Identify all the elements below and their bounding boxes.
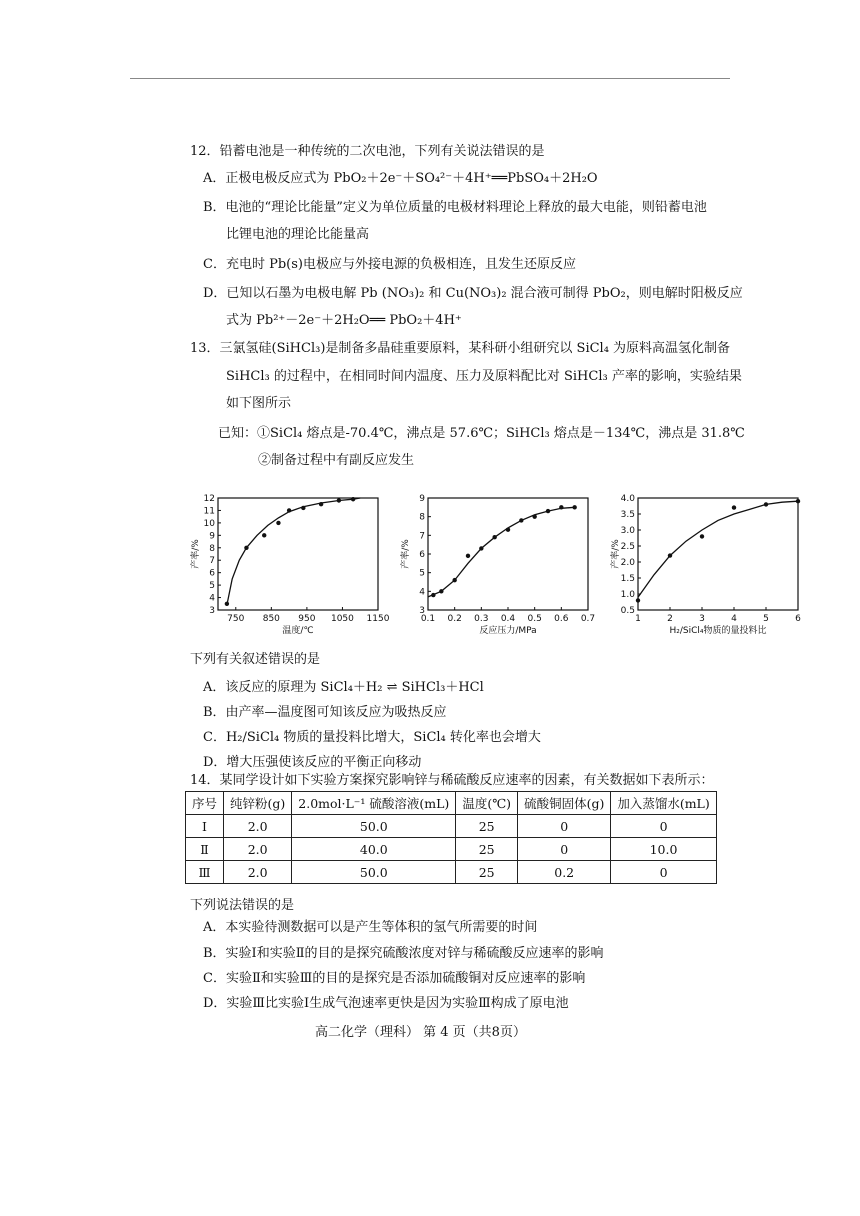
header-rule <box>130 78 730 79</box>
y-tick-label: 9 <box>419 494 425 504</box>
chart-pressure <box>400 492 600 646</box>
data-point <box>439 589 443 593</box>
table-row <box>186 861 717 884</box>
table-header-cell: 温度(℃) <box>456 792 518 815</box>
y-tick-label: 3 <box>209 606 215 616</box>
y-tick-label: 2.0 <box>620 558 635 568</box>
data-point <box>225 602 229 606</box>
x-tick-label: 6 <box>795 614 801 624</box>
x-axis-label: 反应压力/MPa <box>479 626 537 636</box>
q13-stem: 13．三氯氢硅(SiHCl₃)是制备多晶硅重要原料，某科研小组研究以 SiCl₄ 为原料高温氢化制备 <box>190 341 731 356</box>
q13-option-d: D．增大压强使该反应的平衡正向移动 <box>203 755 422 770</box>
q13-given-2: ②制备过程中有副反应发生 <box>258 453 415 468</box>
data-point <box>276 521 280 525</box>
data-point <box>636 598 640 602</box>
x-tick-label: 0.7 <box>580 614 596 624</box>
table-cell: 25 <box>456 838 518 861</box>
x-axis-label: 温度/℃ <box>282 626 314 636</box>
y-tick-label: 5 <box>209 581 215 592</box>
x-tick-label: 2 <box>667 614 673 624</box>
q14-option-d: D．实验Ⅲ比实验Ⅰ生成气泡速率更快是因为实验Ⅲ构成了原电池 <box>203 996 569 1011</box>
y-tick-label: 9 <box>209 531 215 542</box>
y-tick-label: 5 <box>419 568 425 579</box>
y-tick-label: 4.0 <box>620 494 635 504</box>
table-cell: Ⅰ <box>186 815 224 838</box>
y-tick-label: 3.0 <box>620 526 635 536</box>
q12-option-b-cont: 比锂电池的理论比能量高 <box>226 227 370 242</box>
y-tick-label: 11 <box>203 506 215 517</box>
data-point <box>732 505 736 509</box>
table-cell: 0 <box>518 838 611 861</box>
data-point <box>466 554 470 558</box>
q12-option-d-cont: 式为 Pb²⁺－2e⁻＋2H₂O══ PbO₂＋4H⁺ <box>226 313 462 328</box>
table-header-row <box>186 792 717 815</box>
y-tick-label: 0.5 <box>620 606 635 616</box>
table-cell: Ⅱ <box>186 838 224 861</box>
data-point <box>301 506 305 510</box>
table-cell: 0 <box>518 815 611 838</box>
y-axis-label: 产率/% <box>611 539 621 569</box>
x-tick-label: 1150 <box>366 614 390 624</box>
table-cell: 0 <box>611 861 716 884</box>
y-tick-label: 4 <box>209 593 215 604</box>
x-tick-label: 0.4 <box>500 614 516 624</box>
y-tick-label: 10 <box>203 518 215 529</box>
x-tick-label: 850 <box>262 614 280 624</box>
table-cell: 2.0 <box>224 838 292 861</box>
x-axis-label: H₂/SiCl₄物质的量投料比 <box>669 626 767 636</box>
y-tick-label: 1.0 <box>620 590 635 600</box>
experiment-table <box>185 791 717 884</box>
x-tick-label: 1050 <box>330 614 354 624</box>
fit-curve <box>227 498 360 605</box>
x-tick-label: 0.1 <box>420 614 436 624</box>
table-cell: 10.0 <box>611 838 716 861</box>
q12-option-d: D．已知以石墨为电极电解 Pb (NO₃)₂ 和 Cu(NO₃)₂ 混合液可制得 PbO₂，则电解时阳极反应 <box>203 286 743 301</box>
x-tick-label: 3 <box>699 614 705 624</box>
data-point <box>796 499 800 503</box>
data-point <box>431 593 435 597</box>
y-tick-label: 12 <box>203 494 215 504</box>
table-cell: 0 <box>611 815 716 838</box>
data-point <box>287 508 291 512</box>
y-tick-label: 7 <box>209 556 215 567</box>
y-tick-label: 8 <box>419 512 425 523</box>
x-tick-label: 0.2 <box>447 614 462 624</box>
y-tick-label: 8 <box>209 543 215 554</box>
x-tick-label: 5 <box>763 614 769 624</box>
q13-ask: 下列有关叙述错误的是 <box>190 652 321 667</box>
fit-curve <box>638 501 798 597</box>
q12-option-c: C．充电时 Pb(s)电极应与外接电源的负极相连，且发生还原反应 <box>203 257 576 272</box>
table-cell: 2.0 <box>224 861 292 884</box>
q13-stem-3: 如下图所示 <box>226 396 292 411</box>
plot-frame <box>218 498 378 610</box>
x-tick-label: 750 <box>227 614 245 624</box>
x-tick-label: 4 <box>731 614 737 624</box>
chart-temperature-svg <box>190 492 390 642</box>
y-axis-label: 产率/% <box>191 539 201 569</box>
q14-ask: 下列说法错误的是 <box>190 898 295 913</box>
table-cell: Ⅲ <box>186 861 224 884</box>
table-header-cell: 硫酸铜固体(g) <box>518 792 611 815</box>
data-point <box>351 497 355 501</box>
q14-option-a: A．本实验待测数据可以是产生等体积的氢气所需要的时间 <box>203 920 538 935</box>
q12-option-a: A．正极电极反应式为 PbO₂＋2e⁻＋SO₄²⁻＋4H⁺══PbSO₄＋2H₂O <box>203 171 598 186</box>
table-cell: 50.0 <box>292 815 456 838</box>
table-cell: 2.0 <box>224 815 292 838</box>
q13-given-1: 已知：①SiCl₄ 熔点是-70.4℃，沸点是 57.6℃；SiHCl₃ 熔点是－134℃，沸点是 31.8℃ <box>218 426 745 441</box>
data-point <box>572 505 576 509</box>
data-point <box>506 528 510 532</box>
table-header-cell: 2.0mol·L⁻¹ 硫酸溶液(mL) <box>292 792 456 815</box>
data-point <box>519 518 523 522</box>
chart-pressure-svg <box>400 492 600 642</box>
y-tick-label: 4 <box>419 587 425 598</box>
table-cell: 0.2 <box>518 861 611 884</box>
table-header-cell: 序号 <box>186 792 224 815</box>
table-cell: 40.0 <box>292 838 456 861</box>
y-tick-label: 6 <box>209 568 215 579</box>
x-tick-label: 0.3 <box>474 614 489 624</box>
q13-option-a: A．该反应的原理为 SiCl₄＋H₂ ⇌ SiHCl₃＋HCl <box>203 680 484 695</box>
y-tick-label: 1.5 <box>620 574 635 584</box>
table-header-cell: 加入蒸馏水(mL) <box>611 792 716 815</box>
data-point <box>452 578 456 582</box>
page-footer: 高二化学（理科） 第 4 页（共8页） <box>315 1025 526 1040</box>
data-point <box>244 546 248 550</box>
chart-ratio <box>610 492 810 646</box>
q12-stem: 12．铅蓄电池是一种传统的二次电池，下列有关说法错误的是 <box>190 144 545 159</box>
q13-option-c: C．H₂/SiCl₄ 物质的量投料比增大，SiCl₄ 转化率也会增大 <box>203 730 541 745</box>
y-tick-label: 6 <box>419 550 425 560</box>
y-tick-label: 3 <box>419 606 425 616</box>
x-tick-label: 950 <box>298 614 316 624</box>
x-tick-label: 0.6 <box>554 614 569 624</box>
data-point <box>700 534 704 538</box>
table-row <box>186 838 717 861</box>
q12-option-b: B．电池的“理论比能量”定义为单位质量的电极材料理论上释放的最大电能，则铅蓄电池 <box>203 200 707 215</box>
table-cell: 50.0 <box>292 861 456 884</box>
chart-temperature <box>190 492 390 646</box>
data-point <box>319 502 323 506</box>
fit-curve <box>428 507 575 597</box>
q14-stem: 14．某同学设计如下实验方案探究影响锌与稀硫酸反应速率的因素，有关数据如下表所示： <box>190 773 714 788</box>
x-tick-label: 1 <box>635 614 641 624</box>
table-header-cell: 纯锌粉(g) <box>224 792 292 815</box>
data-point <box>479 546 483 550</box>
q13-option-b: B．由产率—温度图可知该反应为吸热反应 <box>203 705 447 720</box>
y-axis-label: 产率/% <box>401 539 411 569</box>
y-tick-label: 3.5 <box>620 510 635 520</box>
chart-ratio-svg <box>610 492 810 642</box>
data-point <box>546 509 550 513</box>
q14-option-b: B．实验Ⅰ和实验Ⅱ的目的是探究硫酸浓度对锌与稀硫酸反应速率的影响 <box>203 946 604 961</box>
table-cell: 25 <box>456 815 518 838</box>
data-point <box>668 553 672 557</box>
data-point <box>337 498 341 502</box>
data-point <box>262 533 266 537</box>
plot-frame <box>428 498 588 610</box>
y-tick-label: 2.5 <box>620 542 635 552</box>
x-tick-label: 0.5 <box>527 614 542 624</box>
plot-frame <box>638 498 798 610</box>
data-point <box>492 535 496 539</box>
data-point <box>764 502 768 506</box>
table-row <box>186 815 717 838</box>
data-point <box>559 505 563 509</box>
data-point <box>532 514 536 518</box>
table-cell: 25 <box>456 861 518 884</box>
y-tick-label: 7 <box>419 531 425 542</box>
q13-stem-2: SiHCl₃ 的过程中，在相同时间内温度、压力及原料配比对 SiHCl₃ 产率的影响，实验结果 <box>226 369 742 384</box>
q14-option-c: C．实验Ⅱ和实验Ⅲ的目的是探究是否添加硫酸铜对反应速率的影响 <box>203 971 586 986</box>
